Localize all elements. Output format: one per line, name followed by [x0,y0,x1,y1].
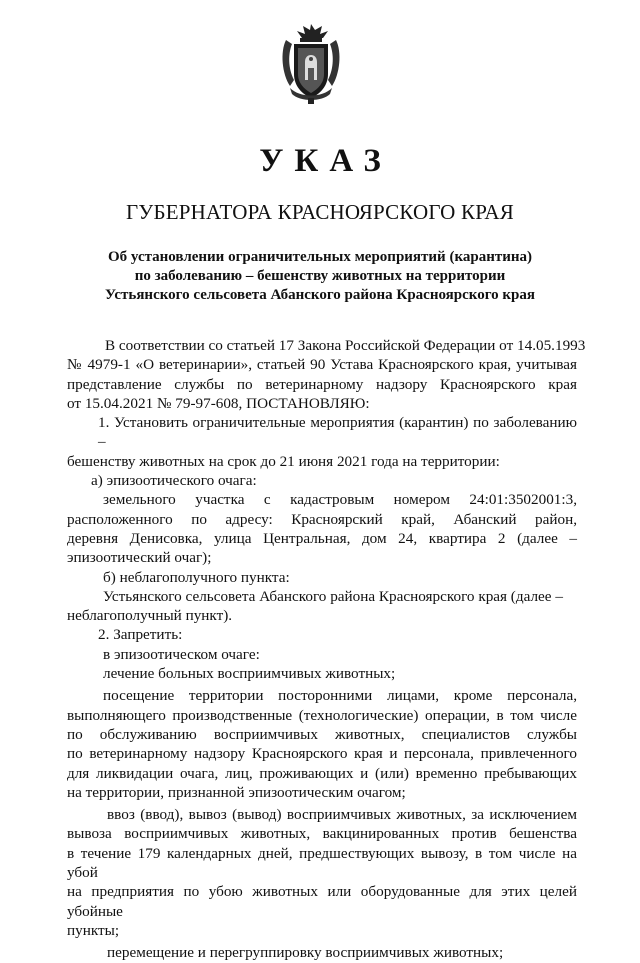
subject-line: Об установлении ограничительных мероприятий (карантина) [107,249,532,265]
body-line: ввоз (ввод), вывоз (вывод) восприимчивых животных, за исключением [107,806,577,824]
body-line: бешенству животных на срок до 21 июня 2021 года на территории: [67,452,500,470]
body-line: В соответствии со статьей 17 Закона Российской Федерации от 14.05.1993 [105,337,586,354]
body-line: представление службы по ветеринарному надзору Красноярского края [67,375,577,393]
body-line: эпизоотический очаг); [67,549,212,567]
body-line: пункты; [67,921,120,939]
body-line: по ветеринарному надзору Красноярского края и персонала, привлеченного [67,745,577,763]
body-line: в эпизоотическом очаге: [103,645,260,663]
body-line: деревня Денисовка, улица Центральная, дом 24, квартира 2 (далее – [67,529,577,547]
subject-line: Устьянского сельсовета Абанского района Красноярского края [104,287,536,303]
body-line: перемещение и перегруппировку восприимчивых животных; [107,944,504,962]
body-line: расположенного по адресу: Красноярский край, Абанский район, [67,510,577,528]
coat-of-arms-icon [278,22,344,106]
body-line: 1. Установить ограничительные мероприятия (карантин) по заболеванию – [98,414,577,451]
body-line: б) неблагополучного пункта: [103,568,290,586]
body-line: для ликвидации очага, лиц, проживающих и (или) временно пребывающих [67,764,577,782]
subject-line: по заболеванию – бешенству животных на территории [134,268,506,284]
body-line: неблагополучный пункт). [67,607,233,625]
body-line: по обслуживанию восприимчивых животных, специалистов службы [67,725,577,743]
document-body [67,336,586,963]
body-line: а) эпизоотического очага: [91,472,257,490]
document-issuer: ГУБЕРНАТОРА КРАСНОЯРСКОГО КРАЯ [126,200,514,224]
body-line: 2. Запретить: [98,626,183,644]
body-line: выполняющего производственные (технологические) операции, в том числе [67,706,577,724]
document-subject [70,248,570,305]
body-line: Устьянского сельсовета Абанского района Красноярского края (далее – [103,587,563,605]
body-line: земельного участка с кадастровым номером 24:01:3502001:3, [103,491,577,509]
body-line: на предприятия по убою животных или оборудованные для этих целей убойные [67,883,577,920]
body-line: от 15.04.2021 № 79-97-608, ПОСТАНОВЛЯЮ: [67,394,370,412]
body-line: в течение 179 календарных дней, предшествующих вывозу, в том числе на убой [67,844,577,882]
document-type-title: УКАЗ [259,143,392,179]
body-line: лечение больных восприимчивых животных; [103,665,396,683]
body-line: посещение территории посторонними лицами, кроме персонала, [103,687,577,705]
body-line: № 4979-1 «О ветеринарии», статьей 90 Устава Красноярского края, учитывая [67,356,577,374]
body-line: на территории, признанной эпизоотическим очагом; [67,783,406,801]
body-line: вывоза восприимчивых животных, вакцинированных против бешенства [67,825,577,843]
